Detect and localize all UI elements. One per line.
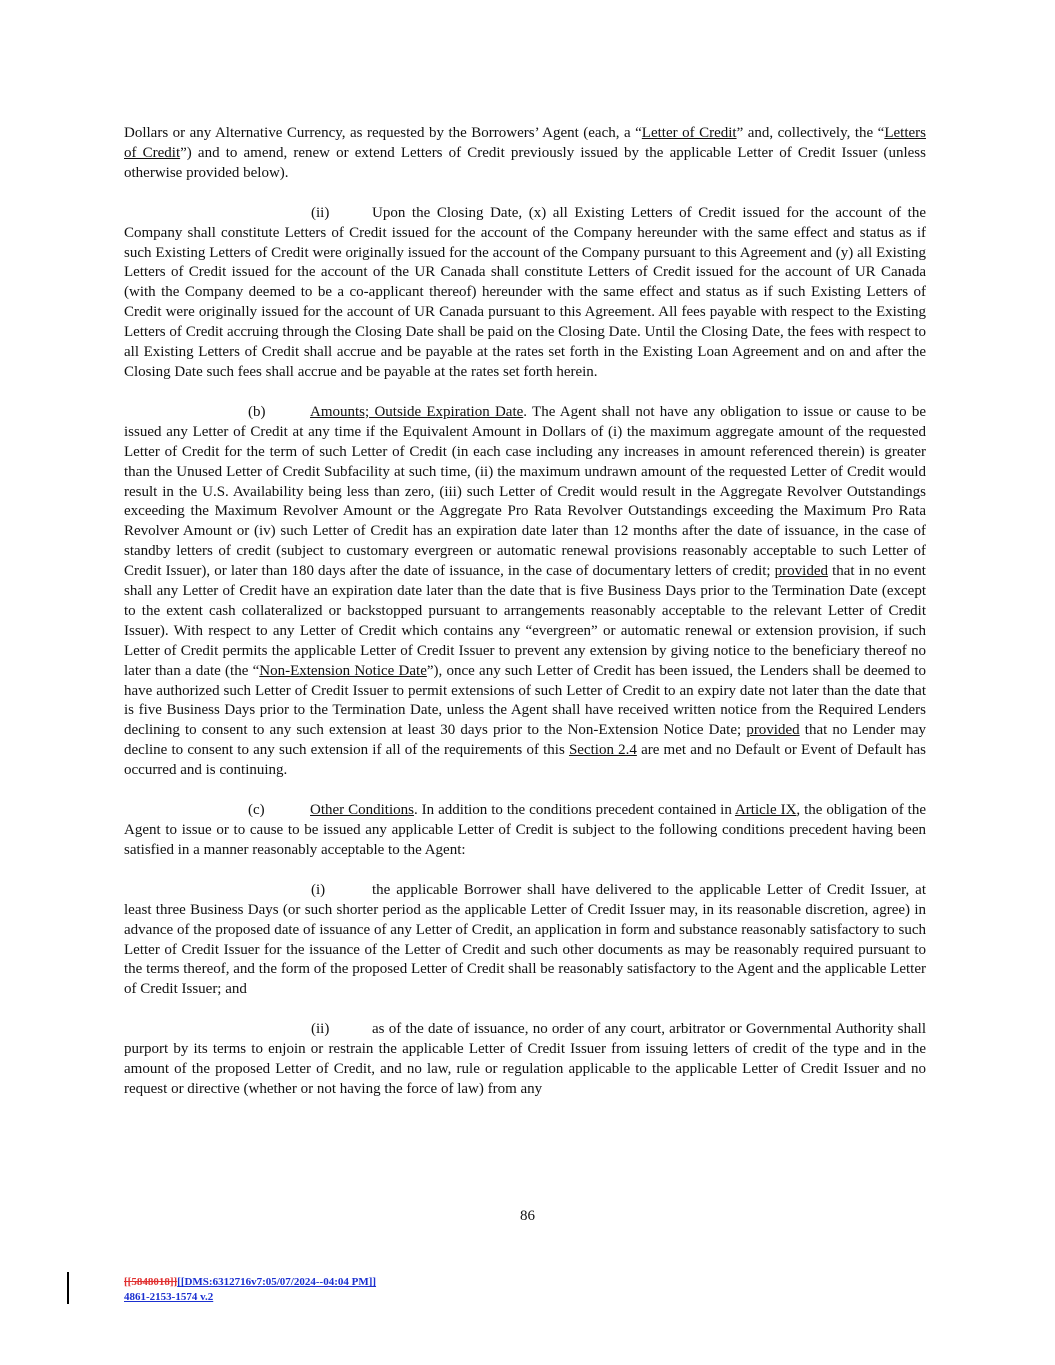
provided-term: provided [774,563,828,580]
paragraph-condition-application: (i) the applicable Borrower shall have delivered to the applicable Letter of Credit Issuer, at least three Business Days (or such shorter period as the applicable Letter of Credit Issuer may, in its reasonable discretion, agree) in advance of the proposed date of issuance of any Letter of Credit, an application in form and substance reasonably satisfactory to such Letter of Credit Issuer for the issuance of the Letter of Credit and such other documents as may be reasonably required pursuant to the terms thereof, and the form of the proposed Letter of Credit shall be reasonably satisfactory to the Agent and the applicable Letter of Credit Issuer; and [124,881,926,998]
change-bar [67,1272,69,1304]
paragraph-amounts-outside-expiration: (b) Amounts; Outside Expiration Date. The Agent shall not have any obligation to issue or cause to be issued any Letter of Credit at any time if the Equivalent Amount in Dollars of (i) the maximum aggregate amount of the requested Letter of Credit for the term of such Letter of Credit (in each case including any increases in amount referenced therein) is greater than the Unused Letter of Credit Subfacility at such time, (ii) the maximum undrawn amount of the requested Letter of Credit would result in the U.S. Availability being less than zero, (iii) such Letter of Credit would result in the Aggregate Revolver Outstandings exceeding the Maximum Revolver Amount or the Aggregate Pro Rata Revolver Outstandings exceeding the Maximum Pro Rata Revolver Amount or (iv) such Letter of Credit has an expiration date later than 12 months after the date of issuance, in the case of standby letters of credit (subject to customary evergreen or automatic renewal provisions reasonably acceptable to such Letter of Credit Issuer), or later than 180 days after the date of issuance, in the case of documentary letters of credit; provided that in no event shall any Letter of Credit have an expiration date later than the date that is five Business Days prior to the Termination Date (except to the extent cash collateralized or backstopped pursuant to arrangements reasonably acceptable to the relevant Letter of Credit Issuer). With respect to any Letter of Credit which contains any “evergreen” or automatic renewal or extension provision, if such Letter of Credit permits the applicable Letter of Credit Issuer to prevent any extension by giving notice to the beneficiary thereof no later than a date (the “Non-Extension Notice Date”), once any such Letter of Credit has been issued, the Lenders shall be deemed to have authorized such Letter of Credit Issuer to permit extensions of such Letter of Credit to an expiry date not later than the date that is five Business Days prior to the Termination Date, unless the Agent shall have received written notice from the Required Lenders declining to consent to any such extension at least 30 days prior to the Non-Extension Notice Date; provided that no Lender may decline to consent to any such extension if all of the requirements of this Section 2.4 are met and no Default or Event of Default has occurred and is continuing. [124,403,927,779]
paragraph-condition-no-order: (ii) as of the date of issuance, no order of any court, arbitrator or Governmental Authority shall purport by its terms to enjoin or restrain the applicable Letter of Credit Issuer from issuing letters of credit of the type and in the amount of the proposed Letter of Credit, and no law, rule or regulation applicable to the applicable Letter of Credit Issuer and no request or directive (whether or not having the force of law) from any [124,1021,926,1097]
defined-term-letter-of-credit: Letter of Credit [641,125,737,141]
clause-heading: Other Conditions [310,802,414,819]
footer-dms-line [124,1275,376,1290]
clause-number: (i) [311,881,326,898]
section-reference: Section 2.4 [568,742,637,759]
document-footer [124,1275,376,1305]
defined-term-letters-of-credit: Letters of Credit [124,125,926,161]
footer-doc-id: 4861-2153-1574 v.2 [124,1291,214,1303]
paragraph-existing-letters-of-credit: (ii) Upon the Closing Date, (x) all Existing Letters of Credit issued for the account of the Company shall constitute Letters of Credit issued for the account of the Company hereunder with the same effect and status as if such Existing Letters of Credit were originally issued for the account of the Company pursuant to this Agreement and (y) all Existing Letters of Credit issued for the account of the UR Canada shall constitute Letters of Credit issued for the account of UR Canada (with the Company deemed to be a co-applicant thereof) hereunder with the same effect and status as if such Existing Letters of Credit were originally issued for the account of UR Canada pursuant to this Agreement. All fees payable with respect to the Existing Letters of Credit accruing through the Closing Date shall be paid on the Closing Date. Until the Closing Date, the fees with respect to all Existing Letters of Credit shall accrue and be payable at the rates set forth in the Existing Loan Agreement and on and after the Closing Date such fees shall accrue and be payable at the rates set forth herein. [124,204,926,380]
provided-term: provided [746,722,800,739]
deleted-doc-reference: [[5848018]] [124,1276,178,1288]
clause-number: (ii) [311,204,330,221]
defined-term-non-extension-notice-date: Non-Extension Notice Date [259,662,427,679]
clause-number: (b) [248,403,266,420]
paragraph-letter-of-credit-definition: Dollars or any Alternative Currency, as requested by the Borrowers’ Agent (each, a “Letter of Credit” and, collectively, the “Letters of Credit”) and to amend, renew or extend Letters of Credit previously issued by the applicable Letter of Credit Issuer (unless otherwise provided below). [124,125,926,181]
clause-heading: Amounts; Outside Expiration Date [310,403,524,420]
clause-number: (ii) [311,1021,330,1038]
article-reference: Article IX [734,802,797,819]
inserted-doc-reference: [[DMS:6312716v7:05/07/2024--04:04 PM]] [177,1276,377,1288]
page-body [124,124,926,1100]
clause-number: (c) [248,802,265,819]
paragraph-other-conditions: (c) Other Conditions. In addition to the conditions precedent contained in Article IX, the obligation of the Agent to issue or to cause to be issued any applicable Letter of Credit is subject to the following conditions precedent having been satisfied in a manner reasonably acceptable to the Agent: [124,802,926,858]
page-number: 86 [520,1208,535,1224]
